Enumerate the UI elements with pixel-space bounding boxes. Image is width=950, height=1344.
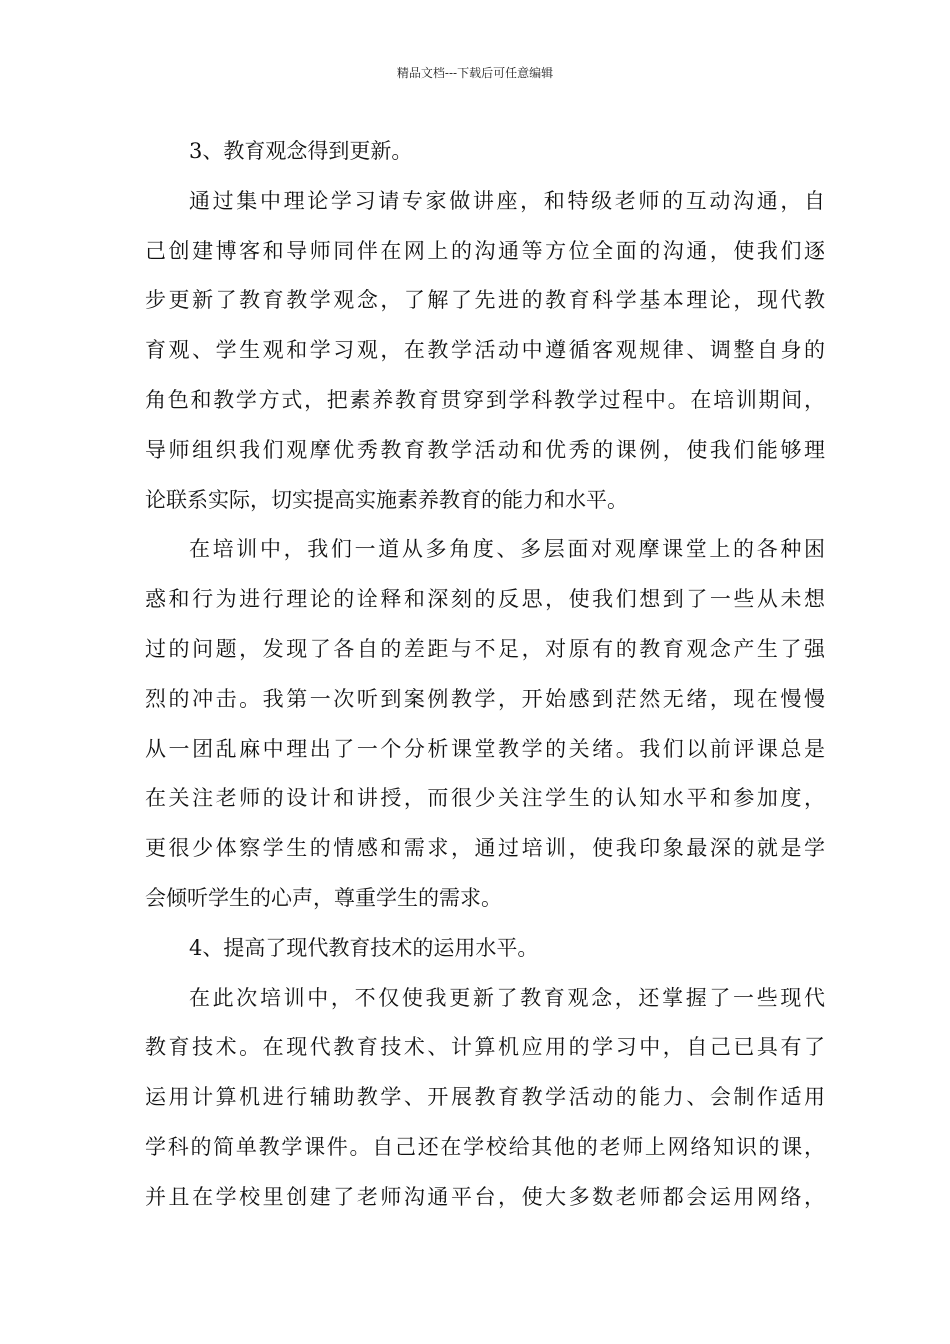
paragraph-line: 运用计算机进行辅助教学、开展教育教学活动的能力、会制作适用: [145, 1085, 825, 1110]
paragraph-line: 在此次培训中，不仅使我更新了教育观念，还掌握了一些现代: [189, 985, 825, 1010]
paragraph-line: 从一团乱麻中理出了一个分析课堂教学的关绪。我们以前评课总是: [145, 736, 825, 761]
paragraph-line: 在关注老师的设计和讲授，而很少关注学生的认知水平和参加度，: [145, 786, 825, 811]
paragraph-line: 在培训中，我们一道从多角度、多层面对观摩课堂上的各种困: [189, 537, 825, 562]
document-body: [145, 133, 825, 1229]
paragraph-line: 烈的冲击。我第一次听到案例教学，开始感到茫然无绪，现在慢慢: [145, 686, 825, 711]
paragraph-line: 教育技术。在现代教育技术、计算机应用的学习中，自己已具有了: [145, 1035, 825, 1060]
paragraph-line: 步更新了教育教学观念，了解了先进的教育科学基本理论，现代教: [145, 288, 825, 313]
section-heading-4: 4、提高了现代教育技术的运用水平。: [189, 935, 539, 960]
paragraph-line: 论联系实际，切实提高实施素养教育的能力和水平。: [145, 487, 628, 512]
section-heading-3: 3、教育观念得到更新。: [189, 139, 413, 163]
paragraph-line: 会倾听学生的心声，尊重学生的需求。: [145, 885, 502, 910]
page-header: 精品文档---下载后可任意编辑: [396, 66, 554, 80]
paragraph-line: 过的问题，发现了各自的差距与不足，对原有的教育观念产生了强: [145, 636, 825, 661]
paragraph-line: 导师组织我们观摩优秀教育教学活动和优秀的课例，使我们能够理: [145, 437, 825, 462]
paragraph-line: 学科的简单教学课件。自己还在学校给其他的老师上网络知识的课，: [145, 1134, 825, 1159]
paragraph-line: 并且在学校里创建了老师沟通平台，使大多数老师都会运用网络，: [145, 1184, 825, 1209]
paragraph-line: 己创建博客和导师同伴在网上的沟通等方位全面的沟通，使我们逐: [145, 238, 825, 263]
paragraph-line: 更很少体察学生的情感和需求，通过培训，使我印象最深的就是学: [145, 836, 825, 861]
paragraph-line: 惑和行为进行理论的诠释和深刻的反思，使我们想到了一些从未想: [145, 587, 825, 612]
paragraph-line: 角色和教学方式，把素养教育贯穿到学科教学过程中。在培训期间，: [145, 387, 825, 412]
paragraph-line: 通过集中理论学习请专家做讲座，和特级老师的互动沟通，自: [189, 188, 825, 213]
paragraph-line: 育观、学生观和学习观，在教学活动中遵循客观规律、调整自身的: [145, 338, 825, 363]
